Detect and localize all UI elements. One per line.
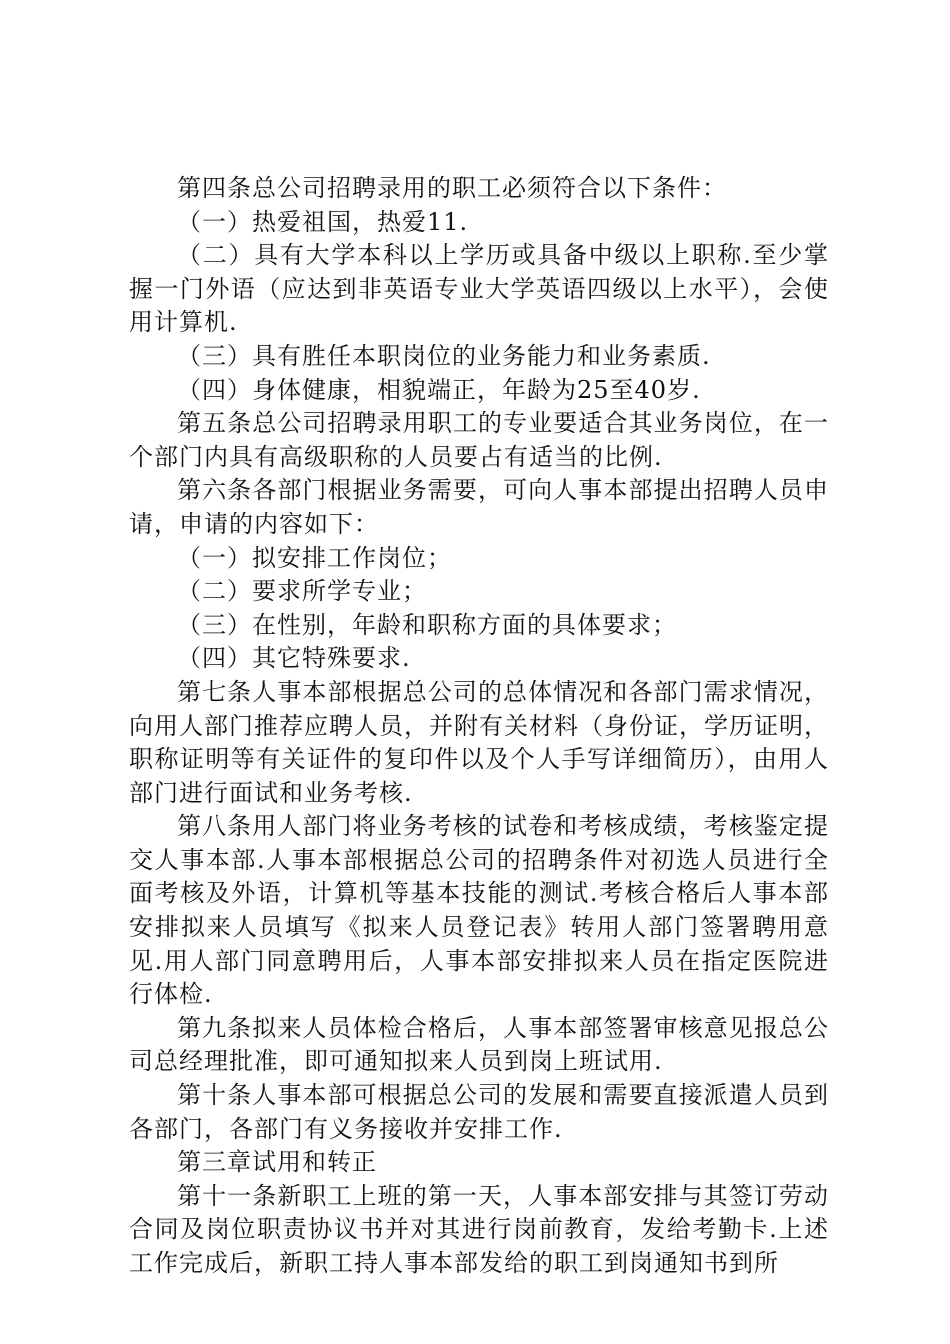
article-4-item-1: （一）热爱祖国，热爱11. bbox=[177, 207, 469, 236]
article-6-item-1: （一）拟安排工作岗位； bbox=[177, 543, 452, 572]
article-11-paragraph: 第十一条新职工上班的第一天，人事本部安排与其签订劳动合同及岗位职责协议书并对其进行岗前教育，发给考勤卡.上述工作完成后，新职工持人事本部发给的职工到岗通知书到所 bbox=[129, 1181, 829, 1277]
document-body bbox=[129, 172, 829, 1281]
article-8-paragraph: 第八条用人部门将业务考核的试卷和考核成绩，考核鉴定提交人事本部.人事本部根据总公司的招聘条件对初选人员进行全面考核及外语，计算机等基本技能的测试.考核合格后人事本部安排拟来人员填写《拟来人员登记表》转用人部门签署聘用意见.用人部门同意聘用后，人事本部安排拟来人员在指定医院进行体检. bbox=[129, 812, 829, 1009]
article-10-paragraph: 第十条人事本部可根据总公司的发展和需要直接派遣人员到各部门，各部门有义务接收并安排工作. bbox=[129, 1081, 829, 1143]
article-6-item-4: （四）其它特殊要求. bbox=[177, 644, 411, 673]
article-6-item-2: （二）要求所学专业； bbox=[177, 577, 427, 606]
article-4-item-3: （三）具有胜任本职岗位的业务能力和业务素质. bbox=[177, 341, 711, 370]
article-6-paragraph: 第六条各部门根据业务需要，可向人事本部提出招聘人员申请，申请的内容如下： bbox=[129, 476, 829, 538]
article-5-paragraph: 第五条总公司招聘录用职工的专业要适合其业务岗位，在一个部门内具有高级职称的人员要占有适当的比例. bbox=[129, 409, 829, 471]
article-4-item-2: （二）具有大学本科以上学历或具备中级以上职称.至少掌握一门外语（应达到非英语专业大学英语四级以上水平），会使用计算机. bbox=[129, 241, 829, 337]
article-6-item-3: （三）在性别，年龄和职称方面的具体要求； bbox=[177, 610, 677, 639]
article-9-paragraph: 第九条拟来人员体检合格后，人事本部签署审核意见报总公司总经理批准，即可通知拟来人员到岗上班试用. bbox=[129, 1013, 829, 1076]
article-4-item-4: （四）身体健康，相貌端正，年龄为25至40岁. bbox=[177, 375, 701, 404]
article-4-paragraph: 第四条总公司招聘录用的职工必须符合以下条件： bbox=[177, 174, 727, 202]
article-7-paragraph: 第七条人事本部根据总公司的总体情况和各部门需求情况，向用人部门推荐应聘人员，并附有关材料（身份证，学历证明，职称证明等有关证件的复印件以及个人手写详细简历），由用人部门进行面试和业务考核. bbox=[129, 677, 829, 807]
chapter-3-heading: 第三章试用和转正 bbox=[177, 1148, 377, 1177]
